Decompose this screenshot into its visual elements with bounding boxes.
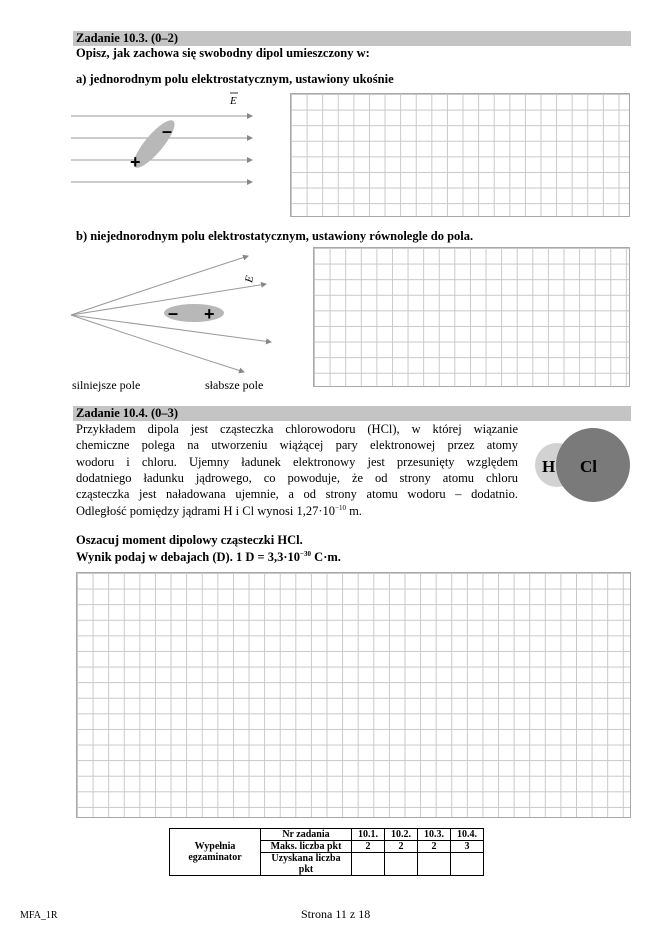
distance-exponent: −10 xyxy=(335,504,346,512)
dipole-minus-sign: – xyxy=(168,303,179,323)
task-10-4-text-line: cząsteczka jest naładowana ujemnie, a od strony atomu wodoru – dodatnio. xyxy=(76,487,518,501)
distance-prefix: Odległość pomiędzy jądrami H i Cl wynosi 1,27·10 xyxy=(76,504,335,518)
weak-field-label: słabsze pole xyxy=(205,378,264,392)
score-input-cell[interactable] xyxy=(352,853,385,876)
max-points-cell: 3 xyxy=(451,841,484,853)
field-vector-label: E xyxy=(230,95,237,107)
task-10-3-intro: Opisz, jak zachowa się swobodny dipol umieszczony w: xyxy=(76,46,370,60)
score-input-cell[interactable] xyxy=(418,853,451,876)
field-line xyxy=(71,256,248,315)
distance-unit: m. xyxy=(345,504,362,518)
row-task-label: Nr zadania xyxy=(261,829,352,841)
task-10-3-part-a: a) jednorodnym polu elektrostatycznym, ustawiony ukośnie xyxy=(76,72,394,86)
score-input-cell[interactable] xyxy=(385,853,418,876)
score-input-cell[interactable] xyxy=(451,853,484,876)
answer-grid-c[interactable] xyxy=(76,572,631,818)
score-table xyxy=(169,828,484,876)
strong-field-label: silniejsze pole xyxy=(72,378,141,392)
uniform-field-diagram xyxy=(66,88,266,198)
max-points-cell: 2 xyxy=(385,841,418,853)
task-10-3-part-b: b) niejednorodnym polu elektrostatycznym, ustawiony równolegle do pola. xyxy=(76,229,474,243)
hcl-molecule xyxy=(530,420,634,510)
task-number-cell: 10.3. xyxy=(418,829,451,841)
task-number-cell: 10.4. xyxy=(451,829,484,841)
task-10-4-question: Oszacuj moment dipolowy cząsteczki HCl. xyxy=(76,533,303,547)
task-10-4-answer-instruction xyxy=(76,550,341,565)
task-number-cell: 10.1. xyxy=(352,829,385,841)
row-got-label: Uzyskana liczba pkt xyxy=(261,853,352,876)
task-10-4-text-line: chemiczne polega na utworzeniu wiążącej pary elektronowej przez atomy xyxy=(76,438,518,452)
footer-code: MFA_1R xyxy=(20,910,58,921)
task-number-cell: 10.2. xyxy=(385,829,418,841)
answer-grid-b[interactable] xyxy=(313,247,630,387)
task-10-4-text-line: dodatniego ładunku jądrowego, co powoduje, że od strony atomu chloru xyxy=(76,471,518,485)
answer-unit: C·m. xyxy=(311,550,341,564)
dipole-plus-sign: + xyxy=(204,304,215,324)
nonuniform-field-diagram xyxy=(66,248,286,383)
max-points-cell: 2 xyxy=(418,841,451,853)
task-10-4-title: Zadanie 10.4. (0–3) xyxy=(76,406,179,420)
hydrogen-label: H xyxy=(542,457,556,476)
task-10-4-text-line: wodoru i chloru. Ujemny ładunek elektronowy jest przesunięty względem xyxy=(76,455,518,469)
dipole-plus-sign: + xyxy=(130,152,141,172)
answer-prefix: Wynik podaj w debajach (D). 1 D = 3,3·10 xyxy=(76,550,301,564)
max-points-cell: 2 xyxy=(352,841,385,853)
answer-exponent: −30 xyxy=(300,550,312,558)
examiner-label: Wypełnia egzaminator xyxy=(170,829,261,876)
row-max-label: Maks. liczba pkt xyxy=(261,841,352,853)
dipole-minus-sign: – xyxy=(162,121,173,141)
field-vector-label: E xyxy=(243,274,257,284)
answer-grid-a[interactable] xyxy=(290,93,630,217)
task-10-3-title: Zadanie 10.3. (0–2) xyxy=(76,31,179,45)
footer-page-number: Strona 11 z 18 xyxy=(301,907,371,921)
field-line xyxy=(71,315,244,372)
chlorine-label: Cl xyxy=(580,457,597,476)
task-10-4-text-line: Przykładem dipola jest cząsteczka chlorowodoru (HCl), w której wiązanie xyxy=(76,422,518,436)
task-10-4-distance-line xyxy=(76,503,362,519)
